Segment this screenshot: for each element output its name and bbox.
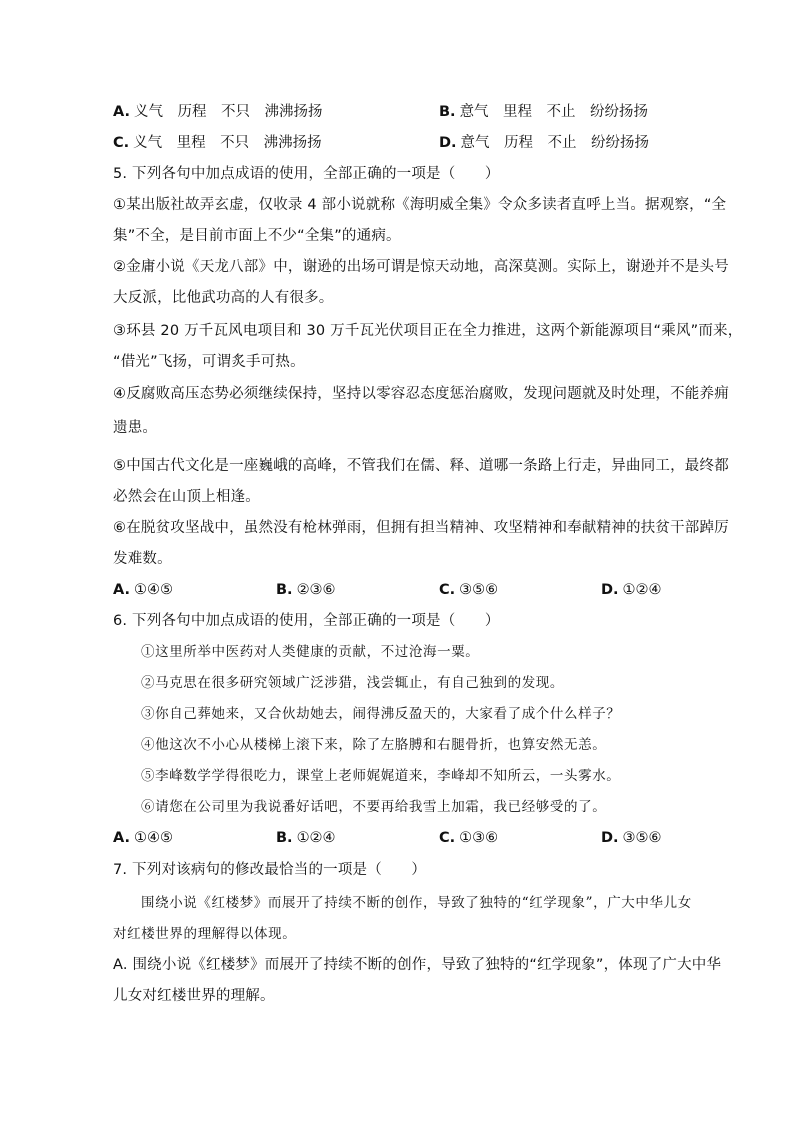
- q6-option-d: [601, 828, 662, 848]
- q5-option-b-label: B.: [276, 582, 293, 598]
- q4-option-b: [439, 102, 648, 122]
- q5-option-a: [113, 580, 173, 600]
- q5-line-12: 发难数。: [113, 551, 172, 567]
- q7-sentence-line-1: 围绕小说《红楼梦》而展开了持续不断的创作，导致了独特的“红学现象”，广大中华儿女: [141, 895, 692, 911]
- q5-option-c-label: C.: [439, 582, 456, 598]
- q4-option-c: [113, 133, 322, 153]
- q5-line-3: ②金庸小说《天龙八部》中，谢逊的出场可谓是惊天动地，高深莫测。实际上，谢逊并不是头号: [113, 259, 729, 275]
- q5-line-2: 集”不全，是目前市面上不少“全集”的通病。: [113, 228, 401, 244]
- q5-option-c-text: ③⑤⑥: [459, 582, 499, 598]
- q6-line-5: ⑤李峰数学学得很吃力，课堂上老师娓娓道来，李峰却不知所云，一头雾水。: [141, 768, 621, 784]
- q4-option-b-label: B.: [439, 104, 456, 120]
- q6-option-c-text: ①③⑥: [459, 830, 499, 846]
- q5-option-a-text: ①④⑤: [134, 582, 173, 598]
- q5-line-11: ⑥在脱贫攻坚战中，虽然没有枪林弹雨，但拥有担当精神、攻坚精神和奉献精神的扶贫干部踔厉: [113, 520, 729, 536]
- q6-line-3: ③你自己葬她来，又合伙劫她去，闹得沸反盈天的，大家看了成个什么样子？: [141, 706, 621, 722]
- q4-option-a: [113, 102, 323, 122]
- q5-line-9: ⑤中国古代文化是一座巍峨的高峰，不管我们在儒、释、道哪一条路上行走，异曲同工，最终都: [113, 458, 729, 474]
- q6-line-1: ①这里所举中医药对人类健康的贡献，不过沧海一粟。: [141, 644, 480, 660]
- q5-option-c: [439, 580, 498, 600]
- q5-option-d: [601, 580, 662, 600]
- q6-option-c-label: C.: [439, 830, 456, 846]
- q6-option-c: [439, 828, 498, 848]
- q5-line-10: 必然会在山顶上相逢。: [113, 489, 260, 505]
- q6-option-a: [113, 828, 173, 848]
- q4-option-a-text: 义气 历程 不只 沸沸扬扬: [134, 104, 323, 120]
- q4-option-b-text: 意气 里程 不止 纷纷扬扬: [459, 104, 649, 120]
- q6-stem: 6. 下列各句中加点成语的使用，全部正确的一项是（ ）: [113, 613, 500, 629]
- q4-option-c-label: C.: [113, 135, 130, 151]
- q5-line-8: 遗患。: [113, 420, 158, 436]
- q4-option-c-text: 义气 里程 不只 沸沸扬扬: [133, 135, 322, 151]
- q6-line-4: ④他这次不小心从楼梯上滚下来，除了左胳膊和右腿骨折，也算安然无恙。: [141, 737, 607, 753]
- q6-option-b-text: ①②④: [296, 830, 336, 846]
- q4-option-d-label: D.: [439, 135, 457, 151]
- q6-option-d-label: D.: [601, 830, 619, 846]
- q5-stem: 5. 下列各句中加点成语的使用，全部正确的一项是（ ）: [113, 166, 500, 182]
- q5-line-6: “借光”飞扬，可谓炙手可热。: [113, 354, 305, 370]
- q5-option-b-text: ②③⑥: [296, 582, 336, 598]
- q7-stem: 7. 下列对该病句的修改最恰当的一项是（ ）: [113, 862, 427, 878]
- q5-option-d-text: ①②④: [622, 582, 662, 598]
- q5-option-a-label: A.: [113, 582, 130, 598]
- q7-option-a-line-2: 儿女对红楼世界的理解。: [113, 988, 275, 1004]
- q7-option-a-line-1: A. 围绕小说《红楼梦》而展开了持续不断的创作，导致了独特的“红学现象”，体现了广大中华: [113, 957, 722, 973]
- q6-option-b: [276, 828, 336, 848]
- q4-option-a-label: A.: [113, 104, 130, 120]
- q6-option-a-text: ①④⑤: [134, 830, 173, 846]
- q6-line-6: ⑥请您在公司里为我说番好话吧，不要再给我雪上加霜，我已经够受的了。: [141, 799, 607, 815]
- q6-option-d-text: ③⑤⑥: [622, 830, 662, 846]
- q5-line-4: 大反派，比他武功高的人有很多。: [113, 290, 334, 306]
- q5-option-d-label: D.: [601, 582, 619, 598]
- q7-sentence-line-2: 对红楼世界的理解得以体现。: [113, 926, 297, 942]
- q6-line-2: ②马克思在很多研究领域广泛涉猎，浅尝辄止，有自己独到的发现。: [141, 675, 564, 691]
- q5-line-5: ③环县 20 万千瓦风电项目和 30 万千瓦光伏项目正在全力推进，这两个新能源项目“乘风”而来，: [113, 323, 743, 339]
- q4-option-d-text: 意气 历程 不止 纷纷扬扬: [460, 135, 650, 151]
- q5-option-b: [276, 580, 336, 600]
- q6-option-b-label: B.: [276, 830, 293, 846]
- q5-line-7: ④反腐败高压态势必须继续保持，坚持以零容忍态度惩治腐败，发现问题就及时处理，不能养痈: [113, 386, 729, 402]
- q6-option-a-label: A.: [113, 830, 130, 846]
- q4-option-d: [439, 133, 649, 153]
- q5-line-1: ①某出版社故弄玄虚，仅收录 4 部小说就称《海明威全集》令众多读者直呼上当。据观察，“全: [113, 197, 727, 213]
